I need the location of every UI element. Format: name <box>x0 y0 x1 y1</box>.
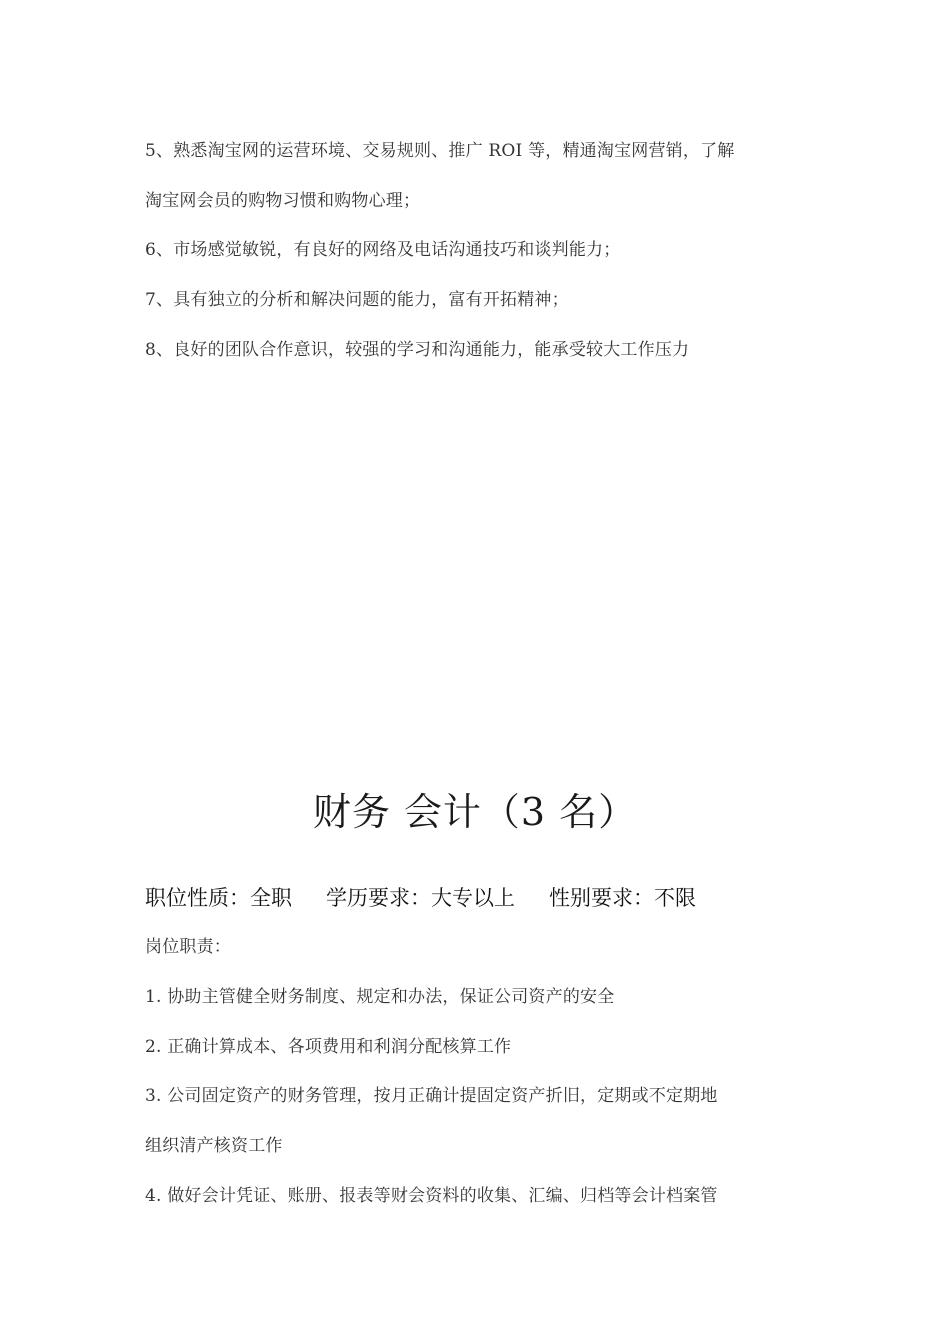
requirement-item-8: 8、良好的团队合作意识，较强的学习和沟通能力，能承受较大工作压力 <box>145 340 690 360</box>
requirement-item-5-line-2: 淘宝网会员的购物习惯和购物心理； <box>145 191 421 211</box>
duty-item-3-line-2: 组织清产核资工作 <box>145 1136 283 1156</box>
position-title: 财务 会计（3 名） <box>312 790 638 834</box>
requirement-item-5-line-1: 5、熟悉淘宝网的运营环境、交易规则、推广 ROI 等，精通淘宝网营销，了解 <box>145 141 735 161</box>
requirement-item-7: 7、具有独立的分析和解决问题的能力，富有开拓精神； <box>145 290 569 310</box>
position-nature: 职位性质：全职 <box>145 886 292 910</box>
duty-item-4-line-1: 4. 做好会计凭证、账册、报表等财会资料的收集、汇编、归档等会计档案管 <box>145 1186 718 1206</box>
position-meta <box>145 884 696 912</box>
gender-requirement: 性别要求：不限 <box>549 886 696 910</box>
duty-item-3-line-1: 3. 公司固定资产的财务管理，按月正确计提固定资产折旧，定期或不定期地 <box>145 1086 718 1106</box>
requirement-item-6: 6、市场感觉敏锐，有良好的网络及电话沟通技巧和谈判能力； <box>145 240 621 260</box>
duty-item-2: 2. 正确计算成本、各项费用和利润分配核算工作 <box>145 1037 512 1057</box>
duty-item-1: 1. 协助主管健全财务制度、规定和办法，保证公司资产的安全 <box>145 987 615 1007</box>
duties-label: 岗位职责： <box>145 937 231 957</box>
education-requirement: 学历要求：大专以上 <box>326 886 515 910</box>
